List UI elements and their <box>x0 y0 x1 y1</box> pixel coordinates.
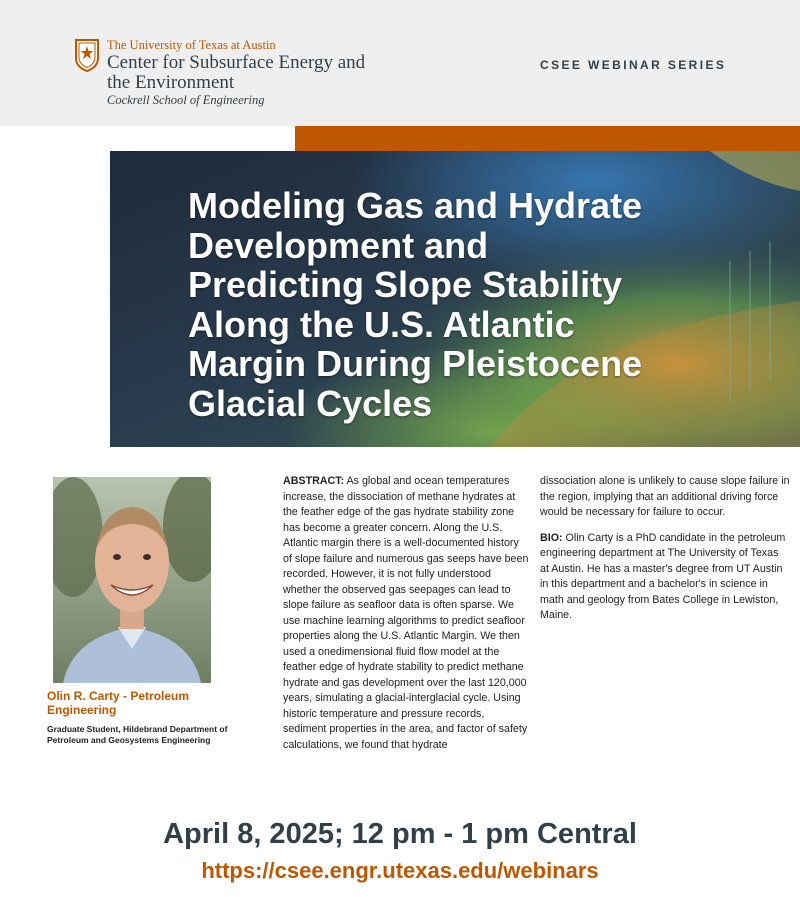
bio-paragraph <box>540 531 790 624</box>
speaker-photo <box>53 477 211 683</box>
series-label: CSEE WEBINAR SERIES <box>540 58 727 72</box>
abstract-paragraph <box>283 474 529 753</box>
event-date-time: April 8, 2025; 12 pm - 1 pm Central <box>163 818 637 850</box>
speaker-role: Graduate Student, Hildebrand Department of Petroleum and Geosystems Engineering <box>47 724 228 745</box>
accent-bar <box>295 126 800 151</box>
speaker-name: Olin R. Carty - Petroleum Engineering <box>47 689 190 717</box>
center-name: Center for Subsurface Energy and the Environment <box>107 52 366 93</box>
bio-label: BIO: <box>540 531 563 544</box>
abstract-column-2 <box>540 474 790 634</box>
university-name: The University of Texas at Austin <box>107 38 276 52</box>
abstract-column-1 <box>283 474 529 763</box>
abstract-label: ABSTRACT: <box>283 475 345 487</box>
ut-seal-icon <box>74 38 100 72</box>
talk-title: Modeling Gas and Hydrate Development and Predicting Slope Stability Along the U.S. Atlantic Margin During Pleistocene Glacial Cycles <box>188 185 643 424</box>
abstract-continuation: dissociation alone is unlikely to cause slope failure in the region, implying that an additional driving force would be necessary for failure to occur. <box>540 475 790 518</box>
bio-text: Olin Carty is a PhD candidate in the petroleum engineering department at The University of Texas at Austin. He has a master's degree from UT Austin in this department and a bachelor's in science in math and geology from Bates College in Lewiston, Maine. <box>540 531 786 621</box>
school-name: Cockrell School of Engineering <box>107 93 265 107</box>
webinar-link[interactable]: https://csee.engr.utexas.edu/webinars <box>201 858 599 883</box>
abstract-text: As global and ocean temperatures increase, the dissociation of methane hydrates at the feather edge of the gas hydrate stability zone has become a greater concern. Along the U.S. Atlantic margin there is a well-documented history of slope failure and numerous gas seeps have been recorded. However, it is not fully understood whether the observed gas seepages can lead to slope failure as seafloor data is often sparse. We use machine learning algorithms to predict seafloor properties along the U.S. Atlantic Margin. We then used a onedimensional fluid flow model at the feather edge of hydrate stability to predict methane hydrate and gas development over the last 120,000 years, simulating a glacial-interglacial cycle. Using historic temperature and pressure records, sediment properties in the area, and factor of safety calculations, we found that hydrate <box>283 475 529 751</box>
